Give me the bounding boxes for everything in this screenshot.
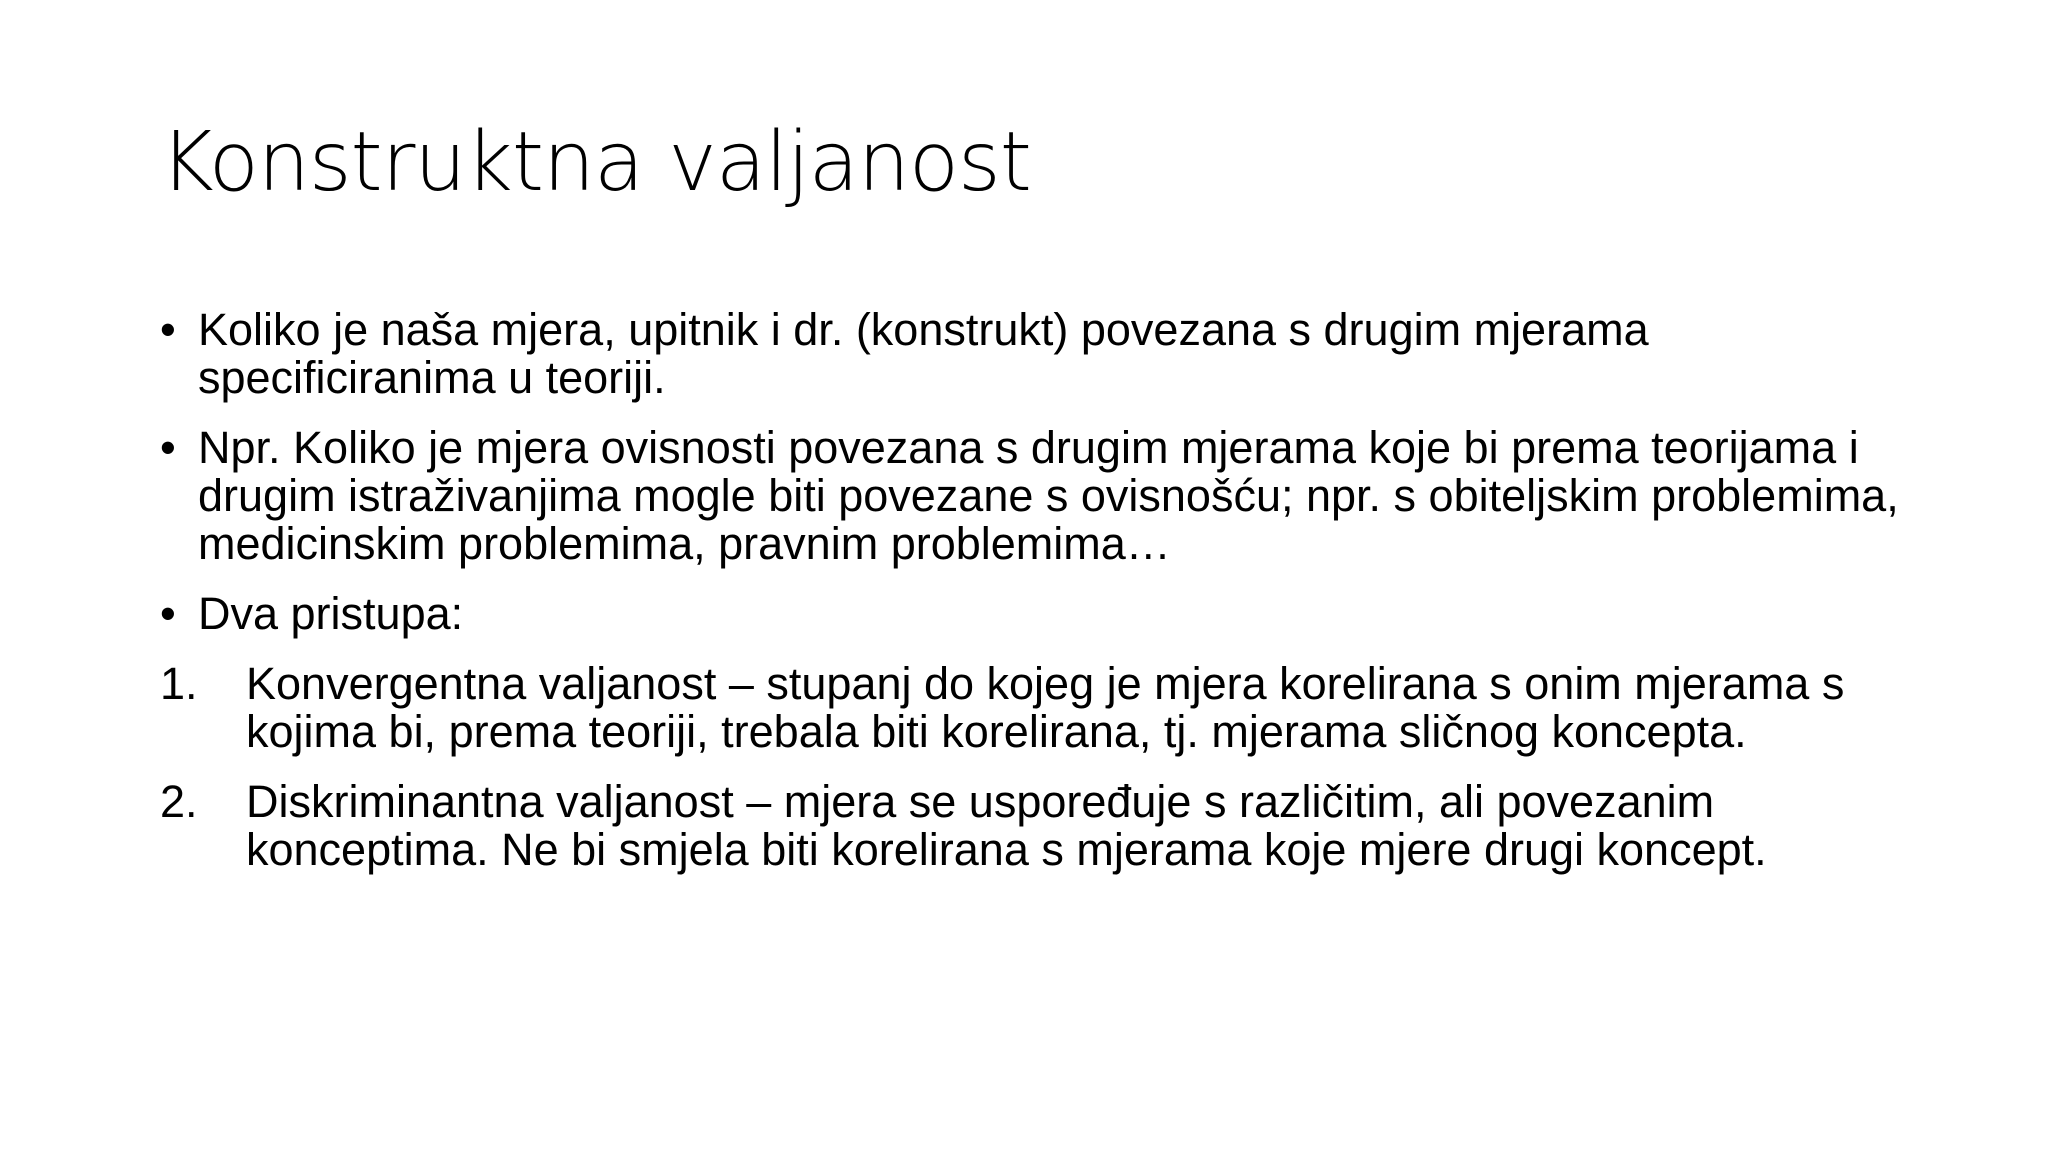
bullet-text: Dva pristupa: (198, 588, 464, 639)
bullet-text: Npr. Koliko je mjera ovisnosti povezana s drugim mjerama koje bi prema teorijama i drugim istraživanjima mogle biti povezane s ovisnošću; npr. s obiteljskim problemima, medicinskim problemima, pravnim problemima… (198, 422, 1899, 569)
slide-body (160, 306, 2000, 896)
number-marker: 2. (160, 776, 198, 827)
bullet-marker: • (160, 588, 176, 639)
numbered-text: Diskriminantna valjanost – mjera se uspoređuje s različitim, ali povezanim konceptima. Ne bi smjela biti korelirana s mjerama koje mjere drugi koncept. (246, 776, 1767, 875)
bullet-marker: • (160, 422, 176, 473)
slide-title: Konstruktna valjanost (160, 115, 1031, 210)
numbered-item (160, 660, 1946, 756)
bullet-marker: • (160, 304, 176, 355)
bullet-item (160, 306, 1918, 402)
bullet-item (160, 590, 1918, 638)
number-marker: 1. (160, 658, 198, 709)
numbered-text: Konvergentna valjanost – stupanj do kojeg je mjera korelirana s onim mjerama s kojima bi, prema teoriji, trebala biti korelirana, tj. mjerama sličnog koncepta. (246, 658, 1845, 757)
numbered-item (160, 778, 1926, 874)
bullet-item (160, 424, 1938, 568)
bullet-text: Koliko je naša mjera, upitnik i dr. (konstrukt) povezana s drugim mjerama specificiranima u teoriji. (198, 304, 1649, 403)
